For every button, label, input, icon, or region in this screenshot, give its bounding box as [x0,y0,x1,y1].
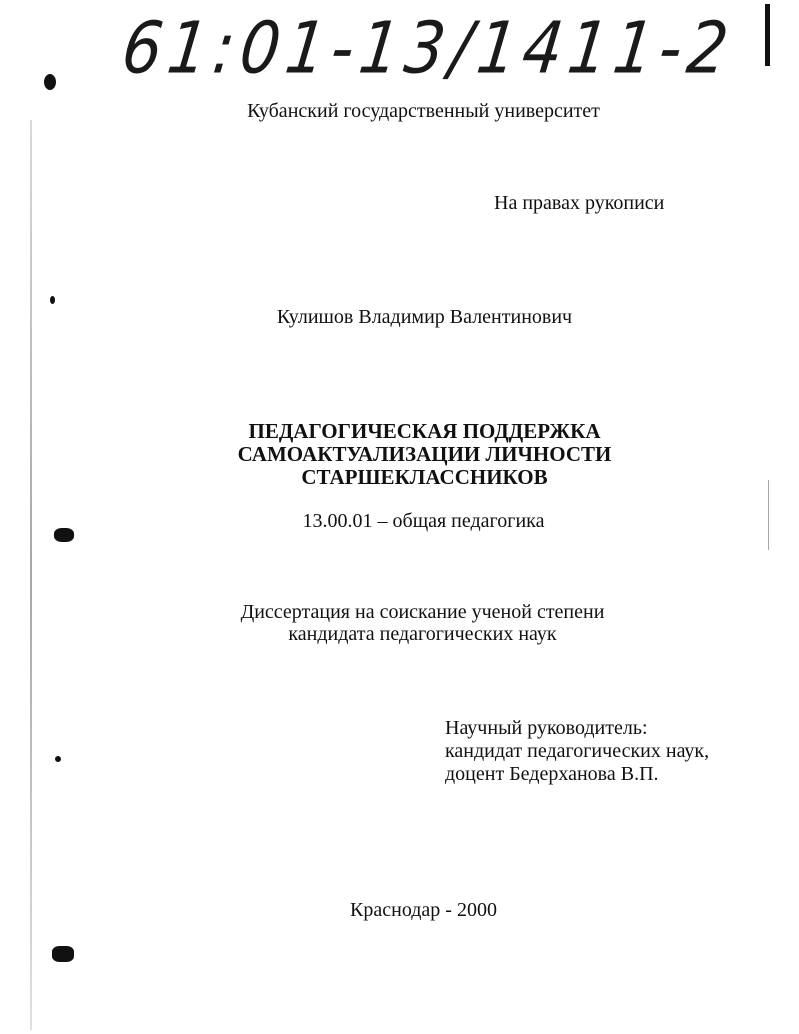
dissertation-title [0,420,799,489]
supervisor-heading: Научный руководитель: [445,717,648,739]
scan-blot [55,756,61,762]
author-name: Кулишов Владимир Валентинович [276,306,573,328]
handwritten-archive-code: 61:01-13/1411-2 [117,6,739,90]
title-line: САМОАКТУАЛИЗАЦИИ ЛИЧНОСТИ [237,442,612,466]
title-line: СТАРШЕКЛАССНИКОВ [301,465,548,489]
university-name: Кубанский государственный университет [247,100,600,122]
city-year: Краснодар - 2000 [350,899,497,921]
title-line: ПЕДАГОГИЧЕСКАЯ ПОДДЕРЖКА [248,419,601,443]
scan-blot [52,946,74,962]
degree-statement [0,601,799,645]
scan-mark-artifact [765,4,770,66]
supervisor-degree: кандидат педагогических наук, [445,740,710,762]
degree-line: Диссертация на соискание ученой степени [240,601,605,623]
supervisor-name: доцент Бедерханова В.П. [445,763,659,785]
scan-blot [44,74,56,90]
scan-edge-artifact [30,120,32,1030]
scientific-supervisor [445,717,709,786]
degree-line: кандидата педагогических наук [288,623,557,645]
specialty-code: 13.00.01 – общая педагогика [302,510,545,532]
manuscript-rights-note: На правах рукописи [494,192,665,214]
scan-blot [50,296,55,304]
